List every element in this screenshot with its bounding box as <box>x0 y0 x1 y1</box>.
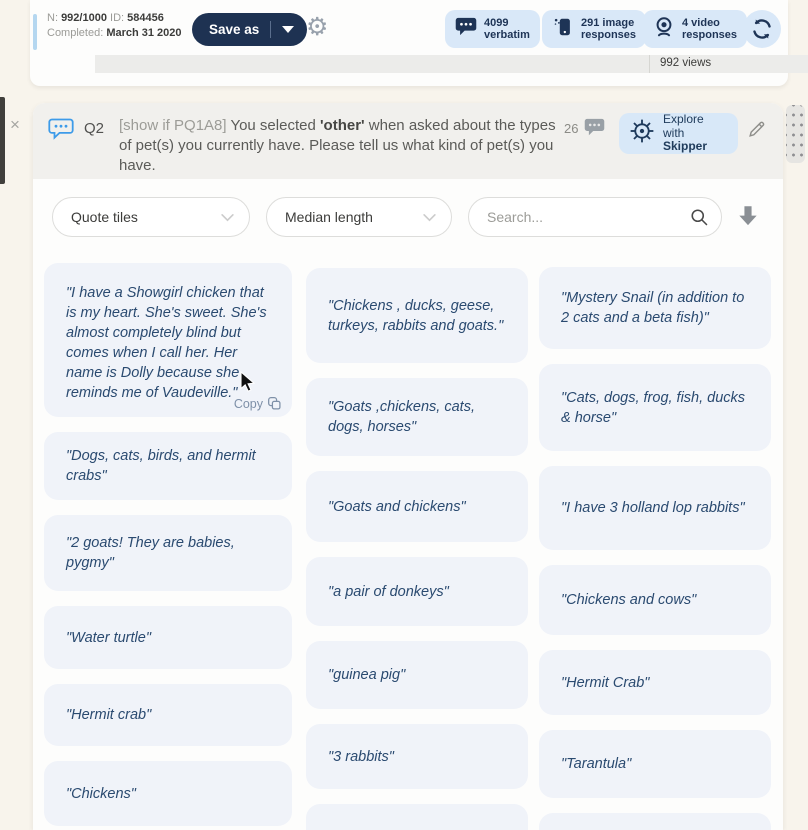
comment-bubble-icon[interactable] <box>584 118 605 142</box>
question-condition: [show if PQ1A8] <box>119 117 231 134</box>
quote-text: "I have 3 holland lop rabbits" <box>561 500 745 516</box>
search-input[interactable] <box>487 209 689 225</box>
views-row-empty-cell <box>95 55 650 73</box>
settings-gear-icon[interactable]: ⚙ <box>306 13 329 41</box>
quote-tile[interactable] <box>306 724 528 789</box>
view-mode-value: Quote tiles <box>71 209 138 225</box>
quote-text: "Hermit crab" <box>66 707 152 723</box>
image-responses-text: 291 image responses <box>581 16 637 41</box>
save-as-divider <box>270 21 271 38</box>
drag-handle[interactable] <box>786 105 805 163</box>
quote-text: "Water turtle" <box>66 629 151 646</box>
view-mode-dropdown[interactable] <box>52 197 250 237</box>
search-box[interactable] <box>468 197 722 237</box>
save-as-caret-icon[interactable] <box>282 26 294 33</box>
copy-icon <box>267 396 282 411</box>
image-responses-badge[interactable] <box>542 10 646 48</box>
views-count: 992 views <box>660 57 712 69</box>
quote-tile[interactable] <box>306 804 528 830</box>
quote-tile[interactable] <box>44 515 292 591</box>
quote-tiles-grid <box>44 263 782 830</box>
quote-text: "Mystery Snail (in addition to 2 cats and a beta fish)" <box>561 290 745 326</box>
refresh-button[interactable] <box>743 10 781 48</box>
quote-tile[interactable] <box>306 378 528 456</box>
quote-text: "3 rabbits" <box>328 748 394 765</box>
quote-text: "Tarantula" <box>561 756 632 772</box>
quote-tile[interactable] <box>306 557 528 626</box>
refresh-icon <box>751 18 773 40</box>
speech-bubble-icon <box>455 17 477 42</box>
save-as-label: Save as <box>209 22 260 37</box>
open-end-question-icon <box>48 118 74 145</box>
quote-text: "Chickens" <box>66 785 136 802</box>
search-icon[interactable] <box>689 207 709 227</box>
verbatim-count-badge[interactable] <box>445 10 540 48</box>
explore-with-skipper-button[interactable] <box>619 113 738 154</box>
quote-tile[interactable] <box>539 730 771 798</box>
quote-tile[interactable] <box>306 471 528 542</box>
quote-column-3 <box>539 263 771 830</box>
quote-tile[interactable] <box>539 466 771 550</box>
quote-tile[interactable] <box>539 364 771 451</box>
comment-count: 26 <box>564 121 579 136</box>
quote-tile[interactable] <box>539 267 771 349</box>
copy-label: Copy <box>233 396 263 411</box>
sort-dropdown[interactable] <box>266 197 452 237</box>
quote-text: "2 goats! They are babies, pygmy" <box>66 535 235 571</box>
quote-text: "a pair of donkeys" <box>328 583 449 600</box>
quote-text: "Chickens , ducks, geese, turkeys, rabbits and goats." <box>328 297 504 334</box>
chevron-down-icon <box>220 213 235 222</box>
download-icon[interactable] <box>735 203 761 234</box>
quote-column-2 <box>306 263 528 830</box>
quote-tile[interactable] <box>44 263 292 417</box>
quote-tile[interactable] <box>44 432 292 500</box>
quote-text: "Goats ,chickens, cats, dogs, horses" <box>328 399 475 435</box>
quote-text: "Chickens and cows" <box>561 592 697 608</box>
respondent-meta-line1: N: 992/1000 ID: 584456 <box>47 12 164 24</box>
edit-pencil-icon[interactable] <box>747 119 767 144</box>
copy-button[interactable] <box>234 396 282 411</box>
quote-tile[interactable] <box>306 268 528 363</box>
quote-text: "Hermit Crab" <box>561 674 650 691</box>
video-responses-text: 4 video responses <box>682 16 738 41</box>
question-card <box>33 103 783 830</box>
views-row <box>95 55 808 73</box>
quote-tile[interactable] <box>306 641 528 709</box>
quote-tile[interactable] <box>539 565 771 635</box>
left-edge-strip <box>0 97 5 184</box>
explore-button-label: Explore with Skipper <box>663 112 708 154</box>
quote-tile[interactable] <box>44 684 292 746</box>
quote-tile[interactable] <box>539 813 771 830</box>
sort-value: Median length <box>285 209 373 225</box>
quote-tile[interactable] <box>44 606 292 669</box>
quote-tile[interactable] <box>44 761 292 826</box>
selection-accent-bar <box>33 14 37 50</box>
respondent-meta-line2: Completed: March 31 2020 <box>47 27 182 39</box>
chevron-down-icon <box>422 213 437 222</box>
quote-text: "guinea pig" <box>328 667 406 683</box>
quote-text: "Goats and chickens" <box>328 498 466 515</box>
save-as-button[interactable] <box>192 13 307 46</box>
phone-image-icon <box>552 16 574 43</box>
quote-column-1 <box>44 263 292 830</box>
response-summary-card <box>30 0 788 86</box>
quote-text: "Cats, dogs, frog, fish, ducks & horse" <box>561 389 746 426</box>
video-responses-badge[interactable] <box>643 10 747 48</box>
quote-text: "I have a Showgirl chicken that is my heart. She's sweet. She's almost completely blind but comes when I call her. Her name is Dolly because she reminds me of Vaudeville." <box>66 285 267 401</box>
question-id: Q2 <box>84 120 105 137</box>
quote-tile[interactable] <box>539 650 771 715</box>
quote-text: "Dogs, cats, birds, and hermit crabs" <box>66 448 256 484</box>
respondent-meta <box>47 11 182 41</box>
ship-wheel-icon <box>629 118 655 149</box>
webcam-icon <box>653 16 675 43</box>
verbatim-count-text: 4099 verbatim <box>484 16 530 41</box>
question-text: [show if PQ1A8] You selected 'other' when asked about the types of pet(s) you currently have. Please tell us what kind of pet(s) you have. <box>119 117 556 174</box>
close-question-icon[interactable]: × <box>10 115 20 134</box>
